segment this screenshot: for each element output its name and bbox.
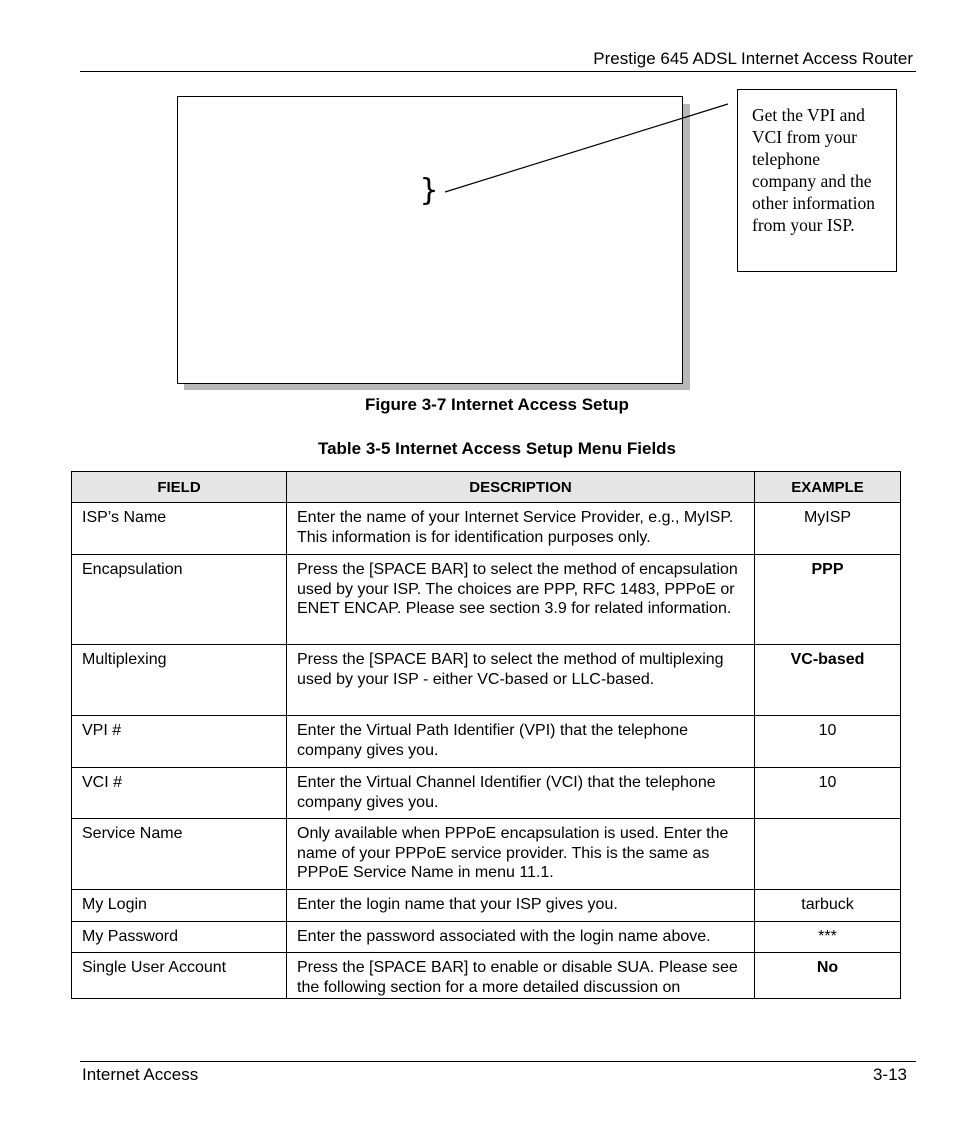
table-row: [72, 890, 901, 922]
example-cell: 10: [755, 768, 901, 819]
table-row: [72, 716, 901, 768]
field-cell: ISP’s Name: [72, 503, 287, 555]
table-row: [72, 555, 901, 645]
table-caption: Table 3-5 Internet Access Setup Menu Fields: [317, 439, 677, 458]
example-cell: ***: [755, 922, 901, 953]
figure-screen-capture: [177, 96, 683, 384]
footer-page-number: 3-13: [872, 1065, 907, 1084]
table-row: [72, 953, 901, 999]
description-cell: Press the [SPACE BAR] to select the method of multiplexing used by your ISP - either VC-based or LLC-based.: [287, 645, 755, 716]
menu-fields-table: [71, 471, 901, 999]
description-cell: Press the [SPACE BAR] to enable or disable SUA. Please see the following section for a more detailed discussion on: [287, 953, 755, 999]
figure-callout-note: Get the VPI and VCI from your telephone company and the other information from your ISP.: [737, 89, 897, 272]
table-row: [72, 922, 901, 953]
description-cell: Enter the Virtual Channel Identifier (VCI) that the telephone company gives you.: [287, 768, 755, 819]
description-cell: Enter the Virtual Path Identifier (VPI) that the telephone company gives you.: [287, 716, 755, 768]
field-cell: Encapsulation: [72, 555, 287, 645]
footer-section-name: Internet Access: [82, 1065, 199, 1084]
footer-divider: [80, 1061, 916, 1062]
description-cell: Enter the login name that your ISP gives you.: [287, 890, 755, 922]
example-cell: [755, 819, 901, 890]
description-cell: Enter the password associated with the login name above.: [287, 922, 755, 953]
description-cell: Only available when PPPoE encapsulation is used. Enter the name of your PPPoE service provider. This is the same as PPPoE Service Name in menu 11.1.: [287, 819, 755, 890]
example-cell: PPP: [755, 555, 901, 645]
example-cell: MyISP: [755, 503, 901, 555]
page-header-title: Prestige 645 ADSL Internet Access Router: [593, 49, 913, 68]
table-row: [72, 503, 901, 555]
field-cell: My Login: [72, 890, 287, 922]
field-cell: VCI #: [72, 768, 287, 819]
example-cell: 10: [755, 716, 901, 768]
column-header-description: DESCRIPTION: [287, 472, 755, 503]
table-row: [72, 819, 901, 890]
example-cell: No: [755, 953, 901, 999]
example-cell: VC-based: [755, 645, 901, 716]
column-header-example: EXAMPLE: [755, 472, 901, 503]
field-cell: Single User Account: [72, 953, 287, 999]
field-cell: VPI #: [72, 716, 287, 768]
table-row: [72, 768, 901, 819]
figure-brace-marker: }: [420, 173, 439, 208]
column-header-field: FIELD: [72, 472, 287, 503]
table-row: [72, 645, 901, 716]
example-cell: tarbuck: [755, 890, 901, 922]
table-header-row: [72, 472, 901, 503]
figure-caption: Figure 3-7 Internet Access Setup: [365, 395, 629, 414]
field-cell: Service Name: [72, 819, 287, 890]
description-cell: Press the [SPACE BAR] to select the method of encapsulation used by your ISP. The choices are PPP, RFC 1483, PPPoE or ENET ENCAP. Please see section 3.9 for related information.: [287, 555, 755, 645]
header-divider: [80, 71, 916, 72]
description-cell: Enter the name of your Internet Service Provider, e.g., MyISP. This information is for identification purposes only.: [287, 503, 755, 555]
field-cell: My Password: [72, 922, 287, 953]
field-cell: Multiplexing: [72, 645, 287, 716]
